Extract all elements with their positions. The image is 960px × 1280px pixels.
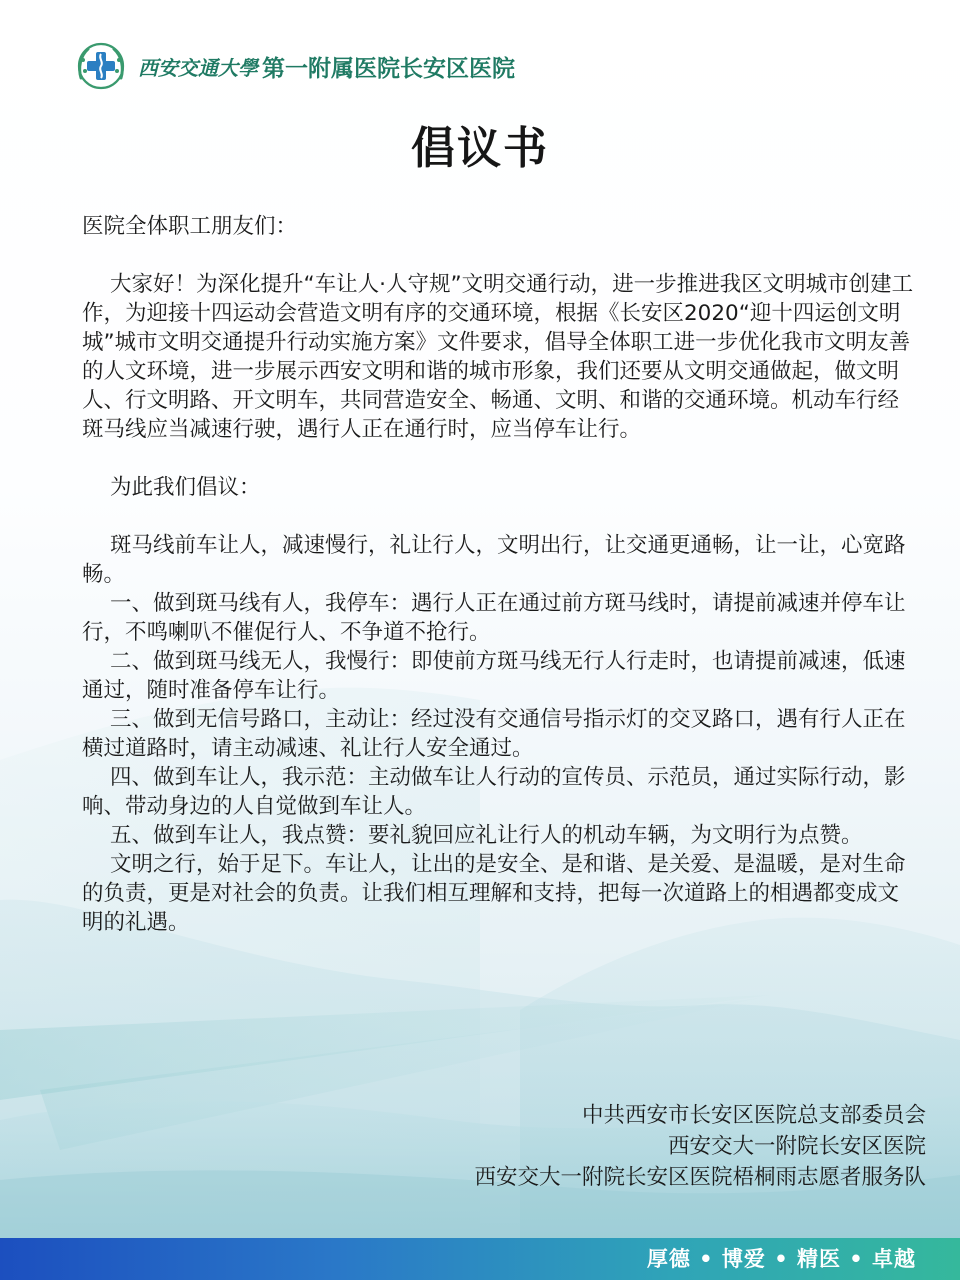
footer-motto: 厚德 • 博爱 • 精医 • 卓越 [646,1247,916,1271]
item-1: 一、做到斑马线有人，我停车：遇行人正在通过前方斑马线时，请提前减速并停车让行，不鸣喇叭不催促行人、不争道不抢行。 [82,591,906,645]
signature-line: 西安交大一附院长安区医院梧桐雨志愿者服务队 [474,1165,926,1190]
hospital-logo-icon [74,40,128,92]
signature-block [474,1100,926,1193]
item-4: 四、做到车让人，我示范：主动做车让人行动的宣传员、示范员，通过实际行动，影响、带动身边的人自觉做到车让人。 [82,765,906,819]
item-3: 三、做到无信号路口，主动让：经过没有交通信号指示灯的交叉路口，遇有行人正在横过道路时，请主动减速、礼让行人安全通过。 [82,707,906,761]
intro-paragraph: 大家好！为深化提升“车让人·人守规”文明交通行动，进一步推进我区文明城市创建工作，为迎接十四运动会营造文明有序的交通环境，根据《长安区2020“迎十四运创文明城”城市文明交通提升行动实施方案》文件要求，倡导全体职工进一步优化我市文明友善的人文环境，进一步展示西安文明和谐的城市形象，我们还要从文明交通做起，做文明人、行文明路、开文明车，共同营造安全、畅通、文明、和谐的交通环境。机动车行经斑马线应当减速行驶，遇行人正在通行时，应当停车让行。 [82,272,914,442]
page-title: 倡议书 [411,123,549,174]
header [74,40,515,92]
letter-body [82,212,918,937]
footer-bar [0,1238,960,1280]
summary-paragraph: 斑马线前车让人，减速慢行，礼让行人，文明出行，让交通更通畅，让一让，心宽路畅。 [82,533,906,587]
signature-line: 中共西安市长安区医院总支部委员会 [581,1103,926,1128]
item-5: 五、做到车让人，我点赞：要礼貌回应礼让行人的机动车辆，为文明行为点赞。 [110,823,863,848]
signature-line: 西安交大一附院长安区医院 [667,1134,926,1159]
university-name: 西安交通大學 [138,55,258,80]
hospital-name: 第一附属医院长安区医院 [262,55,515,82]
item-2: 二、做到斑马线无人，我慢行：即使前方斑马线无行人行走时，也请提前减速，低速通过，随时准备停车让行。 [82,649,906,703]
closing-paragraph: 文明之行，始于足下。车让人，让出的是安全、是和谐、是关爱、是温暖，是对生命的负责，更是对社会的负责。让我们相互理解和支持，把每一次道路上的相遇都变成文明的礼遇。 [82,852,906,935]
proposal-heading: 为此我们倡议： [110,475,261,500]
salutation: 医院全体职工朋友们： [82,214,298,239]
